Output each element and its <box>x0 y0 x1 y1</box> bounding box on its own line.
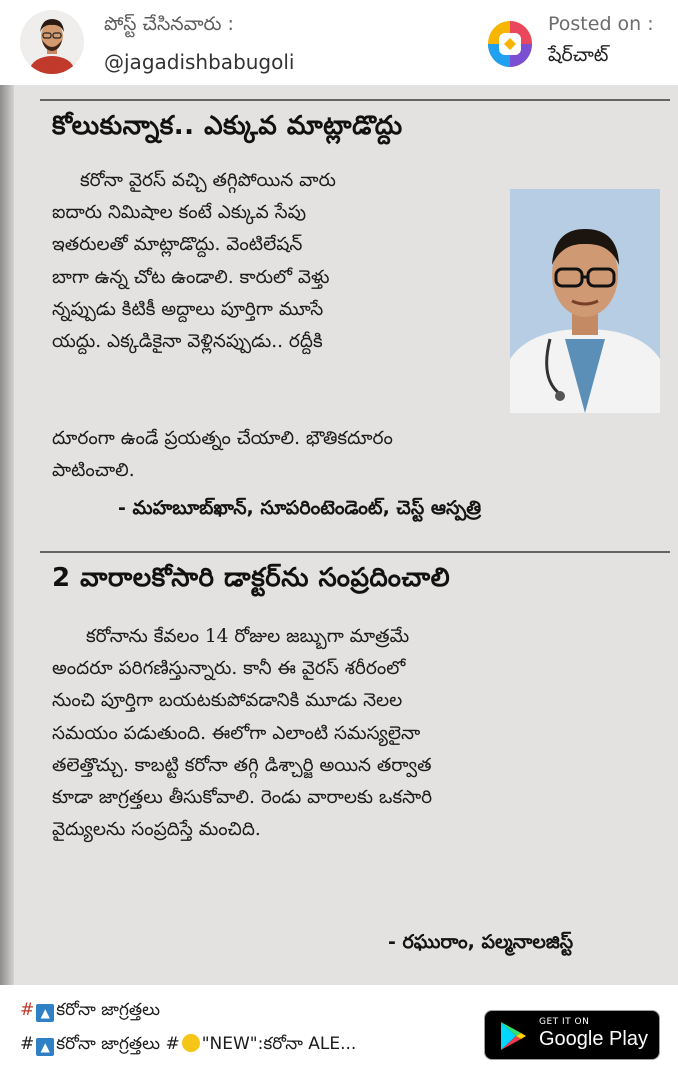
section1-line: పాటించాలి. <box>52 460 135 482</box>
poster-handle[interactable]: @jagadishbabugoli <box>104 50 295 74</box>
newspaper-clipping <box>0 85 678 985</box>
section1-heading: కోలుకున్నాక.. ఎక్కువ మాట్లాడొద్దు <box>52 111 403 141</box>
section2-line: నుంచి పూర్తిగా బయటకుపోవడానికి మూడు నెలల <box>52 690 403 712</box>
google-play-badge[interactable] <box>484 1010 660 1060</box>
section2-line: కూడా జాగ్రత్తలు తీసుకోవాలి. రెండు వారాలకు ఒకసారి <box>52 787 433 809</box>
hashtag-2[interactable] <box>20 1034 160 1054</box>
section1-line: బాగా ఉన్న చోట ఉండాలి. కారులో వెళ్తు <box>52 266 330 288</box>
section1-body <box>52 165 488 358</box>
section2-line: అందరూ పరిగణిస్తున్నారు. కానీ ఈ వైరస్ శరీరంలో <box>52 658 406 680</box>
clipping-edge <box>0 85 14 985</box>
section2-line: సమయం పడుతుంది. ఈలోగా ఎలాంటి సమస్యలైనా <box>52 722 421 744</box>
hashtag-3-text: "NEW":కరోనా ALE... <box>201 1034 357 1054</box>
section2-body <box>52 621 662 846</box>
hashtag-1[interactable] <box>20 1000 160 1024</box>
face-emoji-icon <box>182 1034 200 1052</box>
person-icon: ▲ <box>36 1004 54 1022</box>
hashtag-1-text: కరోనా జాగ్రత్తలు <box>56 1000 161 1020</box>
section1-body-wide <box>52 423 662 487</box>
section1-line: కరోనా వైరస్ వచ్చి తగ్గిపోయిన వారు <box>80 170 336 191</box>
section2-line: తలెత్తొచ్చు. కాబట్టి కరోనా తగ్గి డిశ్చార్జి అయిన తర్వాత <box>52 754 432 776</box>
hash-symbol: # <box>165 1034 180 1054</box>
section2-byline: - రఘురాం, పల్మనాలజిస్ట్ <box>388 931 574 953</box>
post-header <box>0 0 678 85</box>
badge-main-text: Google Play <box>539 1028 648 1050</box>
section2-line: కరోనాను కేవలం 14 రోజుల జబ్బుగా మాత్రమే <box>86 626 410 647</box>
section2-line: వైద్యులను సంప్రదిస్తే మంచిది. <box>52 819 261 841</box>
hash-symbol: # <box>20 1034 35 1054</box>
avatar-icon <box>20 10 84 74</box>
google-play-icon <box>497 1020 529 1052</box>
section-rule <box>40 551 670 553</box>
posted-on-app: షేర్‌చాట్ <box>548 44 609 66</box>
section2-heading: 2 వారాలకోసారి డాక్టర్‌ను సంప్రదించాలి <box>52 563 451 593</box>
section1-line: ఇతరులతో మాట్లాడొద్దు. వెంటిలేషన్ <box>52 234 303 256</box>
sharechat-logo-icon <box>484 18 536 70</box>
posted-on-label: Posted on : <box>548 13 654 35</box>
hash-symbol: # <box>20 1000 35 1020</box>
section1-byline: - మహబూబ్‌ఖాన్, సూపరింటెండెంట్, చెస్ట్ ఆస్పత్రి <box>118 497 482 519</box>
section1-line: న్నప్పుడు కిటికీ అద్దాలు పూర్తిగా మూసే <box>52 298 324 320</box>
person-icon: ▲ <box>36 1038 54 1056</box>
top-rule <box>40 99 670 101</box>
section1-line: ఐదారు నిమిషాల కంటే ఎక్కువ సేపు <box>52 202 307 224</box>
poster-label: పోస్ట్ చేసినవారు : <box>104 13 234 35</box>
section1-line: దూరంగా ఉండే ప్రయత్నం చేయాలి. భౌతికదూరం <box>52 428 393 449</box>
avatar[interactable] <box>20 10 84 74</box>
doctor-photo <box>510 189 660 413</box>
section1-line: యద్దు. ఎక్కడికైనా వెళ్లినప్పుడు.. రద్దీకి <box>52 331 323 353</box>
doctor-portrait-icon <box>510 189 660 413</box>
badge-top-text: GET IT ON <box>539 1017 590 1027</box>
hashtag-2-text: కరోనా జాగ్రత్తలు <box>56 1034 161 1054</box>
hashtag-3[interactable] <box>165 1034 356 1054</box>
hashtag-row-2 <box>20 1034 356 1058</box>
